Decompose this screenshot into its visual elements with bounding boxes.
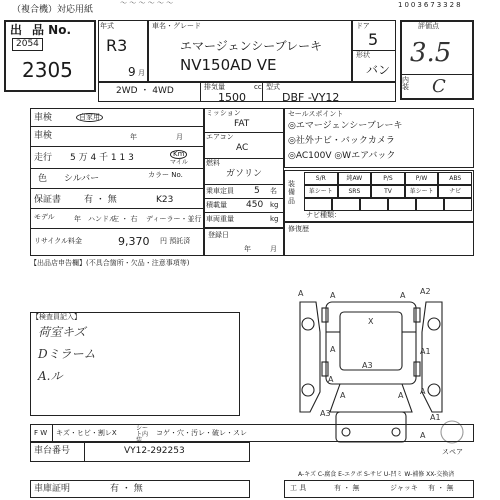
damage-mark: A [330, 291, 336, 300]
mileage-unit-mile: マイル [170, 159, 188, 166]
top-cut-text: 〜 〜 〜 〜 〜 〜 [120, 0, 174, 7]
aircon-label: エアコン [206, 133, 234, 141]
handle-options: 左 ・ 右 [112, 215, 138, 223]
row-line-1 [30, 126, 204, 127]
damage-mark: A3 [362, 361, 373, 370]
tools-options: 有 ・ 無 [334, 484, 360, 492]
recycle-label: リサイクル料金 [34, 237, 83, 245]
exhibitor-note: 【出品店申告欄】(不具合箇所・欠品・注意事項等) [30, 259, 190, 267]
inspection-value: 自家用 [76, 113, 103, 122]
equipment-label: 装備品 [288, 180, 295, 205]
load-label: 積載量 [206, 201, 227, 209]
damage-mark: A [420, 387, 426, 396]
damage-mark: A2 [420, 287, 431, 296]
damage-mark: A [398, 391, 404, 400]
inspection-label: 車検 [34, 113, 53, 123]
mileage-unit-km: Km [170, 150, 187, 159]
fuel-label: 燃料 [206, 159, 220, 167]
drive-divider [200, 82, 201, 102]
equipment-cell: 革シート [304, 185, 338, 198]
type-label: 型式 [266, 83, 280, 91]
grade-label: 評価点 [418, 22, 439, 30]
equipment-grid [304, 172, 472, 210]
frame-value: VY12-292253 [124, 446, 185, 456]
warranty-label: 保証書 [34, 195, 62, 205]
drive-options: 2WD ・ 4WD [116, 86, 174, 96]
damage-mark: A [330, 345, 336, 354]
mileage-value: 5 万 4 千 1 1 3 [70, 153, 134, 163]
left-fields-box [30, 108, 204, 256]
registration-label: 登録日 [208, 231, 229, 239]
mileage-label: 走行 [34, 153, 53, 163]
type-divider [262, 82, 263, 102]
fuel-value: ガソリン [226, 169, 263, 179]
sales-point-1: ◎エマージェンシーブレーキ [288, 121, 403, 131]
load-value: 450 [246, 200, 264, 210]
equipment-cell [444, 198, 472, 211]
warranty-options: 有 ・ 無 [84, 195, 117, 205]
damage-legend: A-キズ C-腐食 E-エクボ S-サビ U-凹ミ W-補修 XX-交換済 [298, 471, 455, 478]
capacity-unit: 名 [270, 187, 277, 195]
form-note: （複合機）対応用紙 [12, 5, 94, 15]
type-value: DBF -VY12 [282, 91, 340, 104]
color-code-value: K23 [156, 195, 174, 205]
lot-number: 2305 [22, 58, 73, 82]
interior-grade: C [432, 76, 446, 97]
year-month: 9 [128, 65, 136, 79]
interior-label: 内装 [402, 76, 409, 91]
recycle-value: 9,370 [118, 235, 150, 248]
doors-count: 5 [368, 30, 379, 49]
grade-divider [400, 74, 474, 75]
sales-point-2: ◎社外ナビ・バックカメラ [288, 136, 395, 146]
shape-value: バン [366, 63, 391, 77]
damage-mark: X [368, 317, 374, 326]
registration-month: 月 [270, 245, 277, 253]
recycle-unit: 円 預託済 [160, 237, 191, 245]
sales-points-label: セールスポイント [288, 110, 344, 118]
year-month-suffix: 月 [138, 69, 145, 77]
seat-label: シート内装 [136, 425, 149, 444]
lot-sub-code: 2054 [12, 38, 43, 51]
equipment-cell: TV [371, 185, 405, 198]
row-line-4 [30, 188, 204, 189]
sales-point-3: ◎AC100V ◎Wエアバック [288, 151, 396, 161]
equipment-cell [360, 198, 388, 211]
shape-label: 形状 [356, 51, 370, 59]
equipment-cell: SRS [338, 185, 372, 198]
frame-label: 車台番号 [34, 446, 71, 456]
damage-mark: A [420, 431, 426, 440]
equipment-cell: P/S [371, 172, 405, 185]
mission-value: FAT [234, 119, 250, 129]
damage-mark: A1 [430, 413, 441, 422]
inspector-line-1: 荷室キズ [38, 325, 86, 339]
capacity-value: 5 [254, 186, 260, 196]
color-code-label: カラー No. [148, 171, 183, 179]
row-line-2 [30, 146, 204, 147]
fw-divider [52, 424, 53, 442]
damage-mark: A [340, 391, 346, 400]
equipment-cell [332, 198, 360, 211]
history-label: 修復歴 [288, 225, 309, 233]
cert-options: 有 ・ 無 [110, 484, 143, 494]
row-line-6 [30, 228, 204, 229]
equipment-cell: ABS [438, 172, 472, 185]
model-label: モデル [34, 213, 55, 221]
equipment-cell: 純AW [338, 172, 372, 185]
damage-marks [298, 287, 441, 440]
grade-score: 3.5 [410, 38, 452, 68]
mid-line-4 [204, 198, 284, 199]
weight-label: 車両重量 [206, 215, 234, 223]
handle-label: ハンドル [88, 215, 116, 223]
capacity-label: 乗車定員 [206, 187, 234, 195]
load-unit: kg [270, 201, 279, 209]
fw-label: F W [34, 429, 48, 437]
equipment-cell: ナビ [438, 185, 472, 198]
inspector-label: 【検査員記入】 [32, 313, 81, 321]
damage-mark: A [328, 375, 334, 384]
color-label: 色 [38, 174, 48, 184]
inspector-line-2: Dミラーム [38, 347, 96, 361]
dealer-label: ディーラー・並行 [146, 215, 202, 223]
model-year: 年 [74, 215, 81, 223]
mission-label: ミッション [206, 109, 241, 117]
frame-divider [84, 442, 85, 462]
damage-mark: A1 [420, 347, 431, 356]
mid-line-5 [204, 212, 284, 213]
lot-label-no: 品 No. [32, 23, 72, 37]
seat-text: コゲ・穴・汚レ・破レ・スレ [156, 429, 247, 437]
year-era: R3 [106, 36, 128, 55]
registration-year: 年 [244, 245, 251, 253]
damage-mark: A [400, 291, 406, 300]
tools-label: 工 具 [290, 484, 307, 492]
jack-options: 有 ・ 無 [428, 484, 454, 492]
aircon-value: AC [236, 143, 249, 153]
damage-mark: A [298, 289, 304, 298]
equipment-cell: P/W [405, 172, 439, 185]
row-line-5 [30, 208, 204, 209]
displacement-label: 排気量 [204, 83, 225, 91]
vehicle-model: NV150AD VE [180, 56, 277, 74]
history-box [284, 222, 474, 256]
expiry-month: 月 [176, 133, 183, 141]
damage-mark: A3 [320, 409, 331, 418]
inspector-line-3: A.ル [38, 369, 63, 383]
vehicle-grade: エマージェンシーブレーキ [180, 39, 323, 53]
equipment-cell [416, 198, 444, 211]
color-value: シルバー [64, 174, 100, 184]
cert-label: 車庫証明 [34, 484, 71, 494]
row-line-3 [30, 168, 204, 169]
expiry-label: 車検 [34, 131, 53, 141]
weight-unit: kg [270, 215, 279, 223]
equipment-cell: 革シート [405, 185, 439, 198]
mid-line-3 [204, 184, 284, 185]
navi-type-label: ナビ種類： [306, 211, 341, 219]
expiry-year: 年 [130, 133, 137, 141]
equipment-cell [304, 198, 332, 211]
cc-unit: cc [254, 83, 262, 91]
fw-text: キズ・ヒビ・割レX [56, 429, 117, 437]
displacement-value: 1500 [218, 91, 246, 104]
equipment-cell [388, 198, 416, 211]
doors-label: ドア [356, 22, 370, 30]
barcode-number: 1003673328 [398, 1, 463, 9]
lot-label: 出 [10, 23, 23, 37]
spare-label: スペア [442, 448, 463, 456]
jack-label: ジャッキ [390, 484, 418, 492]
equipment-cell: S/R [304, 172, 338, 185]
vehicle-name-label: 車名・グレード [152, 22, 201, 30]
year-label: 年式 [100, 22, 114, 30]
